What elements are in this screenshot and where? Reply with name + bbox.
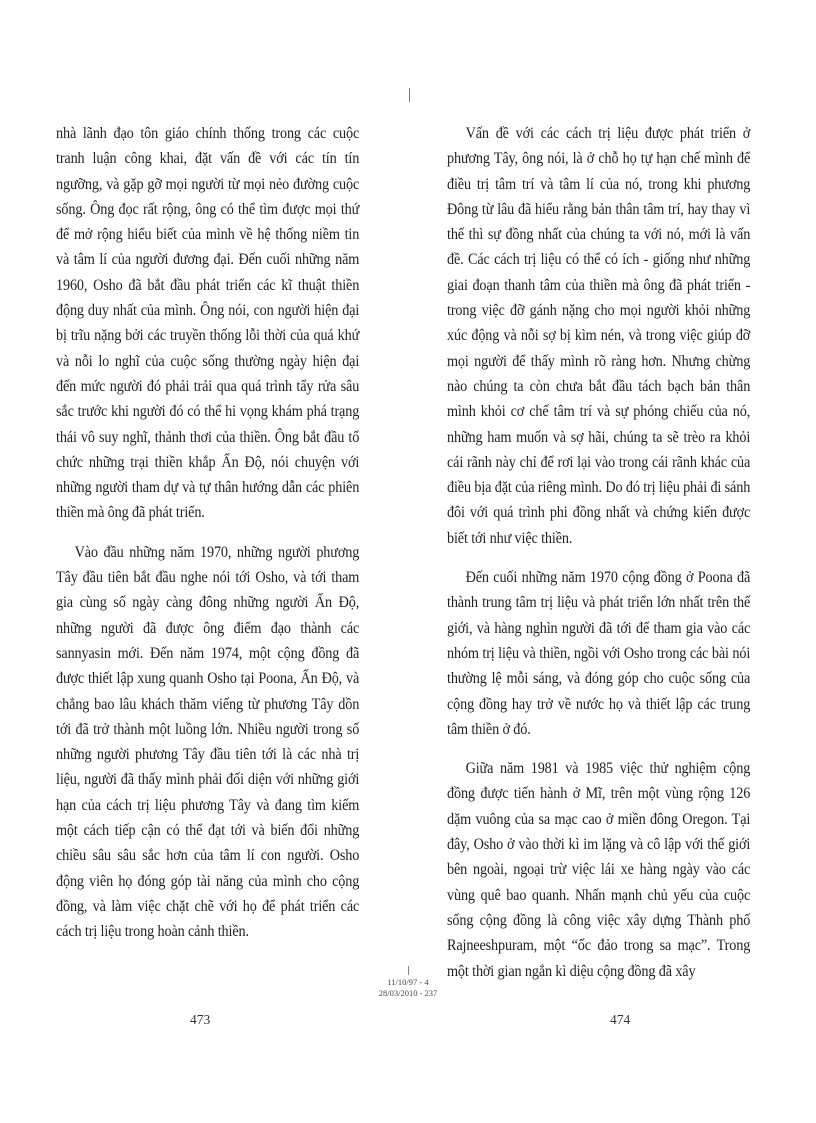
- left-paragraph-1: nhà lãnh đạo tôn giáo chính thống trong các cuộc tranh luận công khai, đặt vấn đề với các tín tín ngưỡng, và gặp gỡ mọi người từ mọi nẻo đường cuộc sống. Ông đọc rất rộng, ông có thể tìm được mọi thứ để mở rộng hiểu biết của mình về hệ thống niềm tin và tâm lí của người đương đại. Đến cuối những năm 1960, Osho đã bắt đầu phát triển các kĩ thuật thiền động duy nhất của mình. Ông nói, con người hiện đại bị trĩu nặng bởi các truyền thống lỗi thời của quá khứ và nỗi lo nghĩ của cuộc sống thường ngày hiện đại đến mức người đó phải trải qua quá trình tẩy rửa sâu sắc trước khi người đó có thể hi vọng khám phá trạng thái vô suy nghĩ, thảnh thơi của thiền. Ông bắt đầu tổ chức những trại thiền khắp Ấn Độ, nói chuyện với những người tham dự và tự thân hướng dẫn các phiên thiền mà ông đã phát triển.: [56, 125, 360, 522]
- left-paragraph-2: Vào đầu những năm 1970, những người phương Tây đầu tiên bắt đầu nghe nói tới Osho, và tới tham gia cùng số ngày càng đông những người Ấn Độ, những người đã được ông điểm đạo thành các sannyasin mới. Đến năm 1974, một cộng đồng đã được thiết lập xung quanh Osho tại Poona, Ấn Độ, và chẳng bao lâu khách thăm viếng từ phương Tây dồn tới đã trở thành một luồng lớn. Nhiều người trong số những người phương Tây đầu tiên tới là các nhà trị liệu, người đã thấy mình phải đối diện với những giới hạn của cách trị liệu phương Tây và đang tìm kiếm một cách tiếp cận có thể đạt tới và biến đổi những chiều sâu sâu sắc hơn của tâm lí con người. Osho động viên họ đóng góp tài năng của mình cho cộng đồng, và làm việc chặt chẽ với họ để phát triển các cách trị liệu trong hoàn cảnh thiền.: [56, 543, 360, 941]
- right-paragraph-2: Đến cuối những năm 1970 cộng đồng ở Poona đã thành trung tâm trị liệu và phát triển lớn nhất trên thế giới, và hàng nghìn người đã tới để tham gia vào các nhóm trị liệu và thiền, ngồi với Osho trong các bài nói thường lệ mỗi sáng, và đóng góp cho cuộc sống của cộng đồng hay trở về nước họ và thiết lập các trung tâm thiền ở đó.: [447, 569, 751, 738]
- right-page-number: 474: [610, 1012, 631, 1027]
- left-page-number: 473: [190, 1012, 211, 1027]
- print-stamp-line-2: 28/03/2010 - 237: [378, 988, 438, 998]
- right-page-text-column: [447, 121, 750, 998]
- print-stamp: [0, 966, 816, 999]
- print-stamp-line-1: 11/10/97 - 4: [387, 977, 429, 987]
- left-page-text-column: [56, 121, 359, 959]
- center-tick-mark: [408, 966, 409, 975]
- right-paragraph-1: Vấn đề với các cách trị liệu được phát triển ở phương Tây, ông nói, là ở chỗ họ tự hạn chế mình để điều trị tâm trí và tâm lí của nó, trong khi phương Đông từ lâu đã hiểu rằng bản thân tâm trí, hay thay vì thế thì sự đồng nhất của chúng ta với nó, mới là vấn đề. Các cách trị liệu có thể có ích - giống như những giai đoạn thanh tâm của thiền mà ông đã phát triển - trong việc đỡ gánh nặng cho mọi người khỏi những xúc động và nỗi sợ bị kìm nén, và trong việc giúp đỡ mọi người để thấy mình rõ ràng hơn. Nhưng chừng nào chúng ta còn chưa bắt đầu tách bạch bản thân mình khỏi cơ chế tâm trí và sự phóng chiếu của nó, những ham muốn và sợ hãi, chúng ta sẽ trèo ra khỏi cái rãnh này chỉ để rơi lại vào trong cái rãnh khác của điều bịa đặt của riêng mình. Do đó trị liệu phải đi sánh đôi với quá trình phi đồng nhất và chứng kiến được biết tới như việc thiền.: [447, 125, 751, 547]
- fold-mark: [409, 88, 410, 102]
- right-paragraph-3: Giữa năm 1981 và 1985 việc thử nghiệm cộng đồng được tiến hành ở Mĩ, trên một vùng rộng 126 dặm vuông của sa mạc cao ở miền đông Oregon. Tại đây, Osho ở vào thời kì im lặng và cô lập với thế giới bên ngoài, ngoại trừ việc lái xe hàng ngày vào các vùng quê bao quanh. Nhấn mạnh chủ yếu của cuộc sống cộng đồng là công việc xây dựng Thành phố Rajneeshpuram, một “ốc đảo trong sa mạc”. Trong một thời gian ngắn kì diệu cộng đồng đã xây: [447, 760, 751, 980]
